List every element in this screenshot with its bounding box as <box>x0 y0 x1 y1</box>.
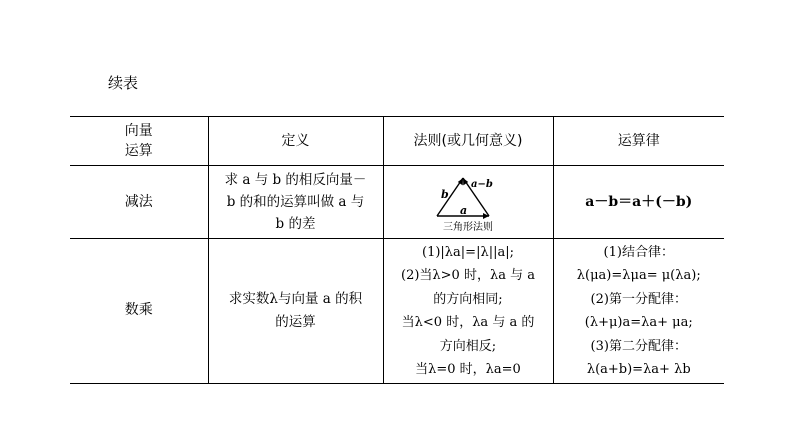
rule-subtraction <box>383 166 553 239</box>
label-a: a <box>460 204 468 217</box>
rule-scalar-multiplication <box>383 239 553 384</box>
definition-line: 的运算 <box>275 314 316 330</box>
definition-line: b 的差 <box>275 216 316 232</box>
rule-line: 方向相反; <box>439 338 497 354</box>
rule-line: (2)当λ>0 时，λa 与 a <box>401 268 535 283</box>
law-line: (λ+μ)a=λa+ μa; <box>584 315 693 330</box>
vector-operations-table <box>70 116 724 384</box>
header-operation <box>70 117 208 166</box>
triangle-rule-diagram <box>423 170 513 222</box>
header-rule: 法则(或几何意义) <box>383 117 553 166</box>
law-line: (3)第二分配律： <box>590 338 687 354</box>
law-line: (2)第一分配律： <box>590 291 687 307</box>
definition-line: b 的和的运算叫做 a 与 <box>226 194 365 210</box>
table-header-row <box>70 117 724 166</box>
triangle-rule-caption: 三角形法则 <box>443 222 493 233</box>
law-line: λ(a+b)=λa+ λb <box>586 362 691 377</box>
header-definition: 定义 <box>208 117 383 166</box>
definition-scalar-multiplication <box>208 239 383 384</box>
table-caption: 续表 <box>108 74 139 92</box>
table-row-subtraction <box>70 166 724 239</box>
label-a-minus-b: a−b <box>471 179 493 190</box>
operation-subtraction: 减法 <box>70 166 208 239</box>
definition-line: 求 a 与 b 的相反向量－ <box>224 172 367 188</box>
rule-line: (1)|λa|=|λ||a|; <box>422 244 514 260</box>
header-operation-line2: 运算 <box>124 143 153 159</box>
operation-scalar-multiplication: 数乘 <box>70 239 208 384</box>
law-scalar-multiplication <box>553 239 724 384</box>
rule-line: 当λ=0 时，λa=0 <box>415 362 521 377</box>
label-b: b <box>441 188 449 201</box>
definition-subtraction <box>208 166 383 239</box>
law-line: λ(μa)=λμa= μ(λa); <box>576 268 701 283</box>
rule-line: 的方向相同; <box>433 291 503 307</box>
header-operation-line1: 向量 <box>124 123 153 139</box>
table-row-scalar-multiplication <box>70 239 724 384</box>
law-line: (1)结合律： <box>603 244 674 260</box>
rule-line: 当λ<0 时，λa 与 a 的 <box>401 315 535 330</box>
law-subtraction: a－b＝a＋(－b) <box>553 166 724 239</box>
definition-line: 求实数λ与向量 a 的积 <box>228 290 363 307</box>
header-law: 运算律 <box>553 117 724 166</box>
